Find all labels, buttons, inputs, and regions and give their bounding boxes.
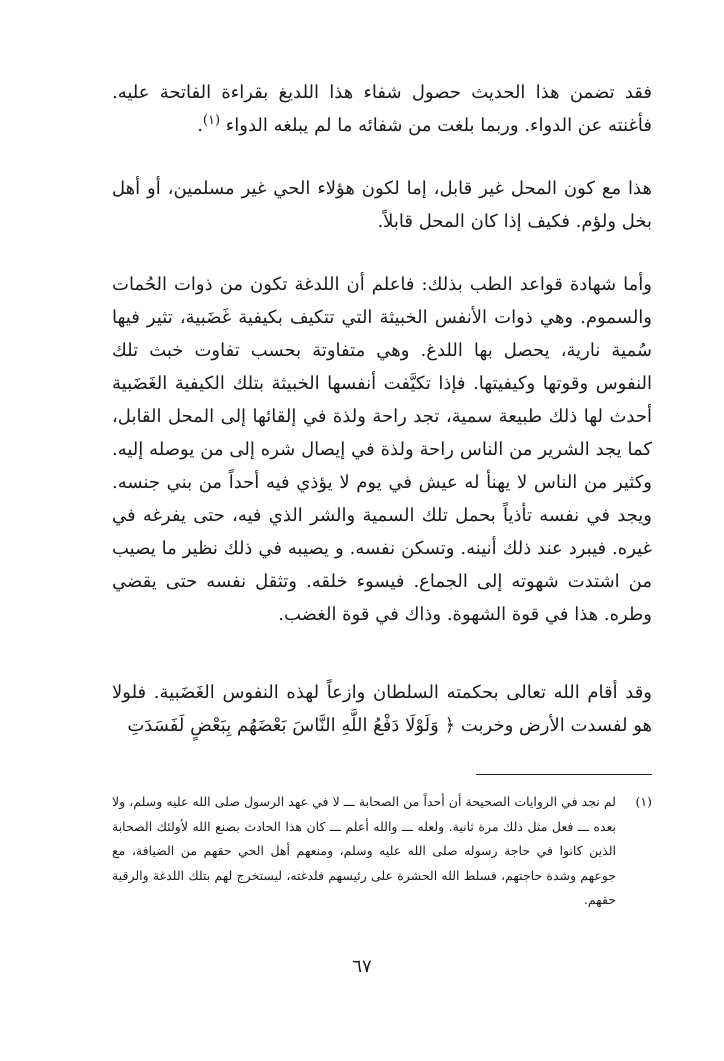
footnote: [112, 790, 652, 913]
paragraph-1-text: فقد تضمن هذا الحديث حصول شفاء هذا اللديغ بقراءة الفاتحة عليه. فأغنته عن الدواء. وربما بلغت من شفائه ما لم يبلغه الدواء: [112, 82, 652, 136]
paragraph-2: [112, 172, 652, 238]
paragraph-3: [112, 268, 652, 631]
footnote-divider: [476, 774, 652, 775]
page-number: ٦٧: [352, 956, 372, 977]
footnote-number: (١): [635, 794, 652, 809]
footnote-reference: (١): [202, 113, 221, 128]
paragraph-4: [112, 676, 652, 742]
footnote-text: لم نجد في الروايات الصحيحة أن أحداً من الصحابة ـــ لا في عهد الرسول صلى الله عليه وسلم، ولا بعده ـــ فعل مثل ذلك مرة ثانية. ولعله ـــ والله أعلم ـــ كان هذا الحادث بصنع الله لأولئك الصحابة الذين كانوا في حاجة رسوله صلى الله عليه وسلم، ومنعهم أهل الحي حقهم من الضيافة، مع جوعهم وشدة حاجتهم، فسلط الله الحشرة على رئيسهم فلدغته، ليستخرج لهم بتلك اللدغة والرقية حقهم.: [112, 794, 616, 907]
paragraph-2-text: هذا مع كون المحل غير قابل، إما لكون هؤلاء الحي غير مسلمين، أو أهل بخل ولؤم. فكيف إذا كان المحل قابلاً.: [112, 178, 652, 232]
paragraph-1: فقد تضمن هذا الحديث حصول شفاء هذا اللديغ بقراءة الفاتحة عليه. فأغنته عن الدواء. وربما بلغت من شفائه ما لم يبلغه الدواء $^{(١)}$.: [112, 82, 652, 136]
paragraph-3-text: وأما شهادة قواعد الطب بذلك: فاعلم أن اللدغة تكون من ذوات الحُمات والسموم. وهي ذوات الأنفس الخبيثة التي تتكيف بكيفية غَضَبية، تثير فيها سُمية نارية، يحصل بها اللدغ. وهي متفاوتة بحسب تفاوت خبث تلك النفوس وقوتها وكيفيتها. فإذا تكيَّفت أنفسها الخبيثة بتلك الكيفية الغَضَبية أحدث لها ذلك طبيعة سمية، تجد راحة ولذة في إلقائها إلى المحل القابل، كما يجد الشرير من الناس راحة ولذة في إيصال شره إلى من يوصله إليه. وكثير من الناس لا يهنأ له عيش في يوم لا يؤذي فيه أحداً من بني جنسه. ويجد في نفسه تأذياً بحمل تلك السمية والشر الذي فيه، حتى يفرغه في غيره. فيبرد عند ذلك أنينه. وتسكن نفسه. و يصيبه في ذلك نظير ما يصيب من اشتدت شهوته إلى الجماع. فيسوء خلقه. وتثقل نفسه حتى يقضي وطره. هذا في قوة الشهوة. وذاك في قوة الغضب.: [112, 274, 652, 625]
paragraph-4-text: وقد أقام الله تعالى بحكمته السلطان وازعاً لهذه النفوس الغَضَبية. فلولا هو لفسدت الأرض وخربت ﴿ وَلَوْلَا دَفْعُ اللَّهِ النَّاسَ بَعْضَهُم بِبَعْضٍ لَفَسَدَتِ: [112, 682, 652, 736]
